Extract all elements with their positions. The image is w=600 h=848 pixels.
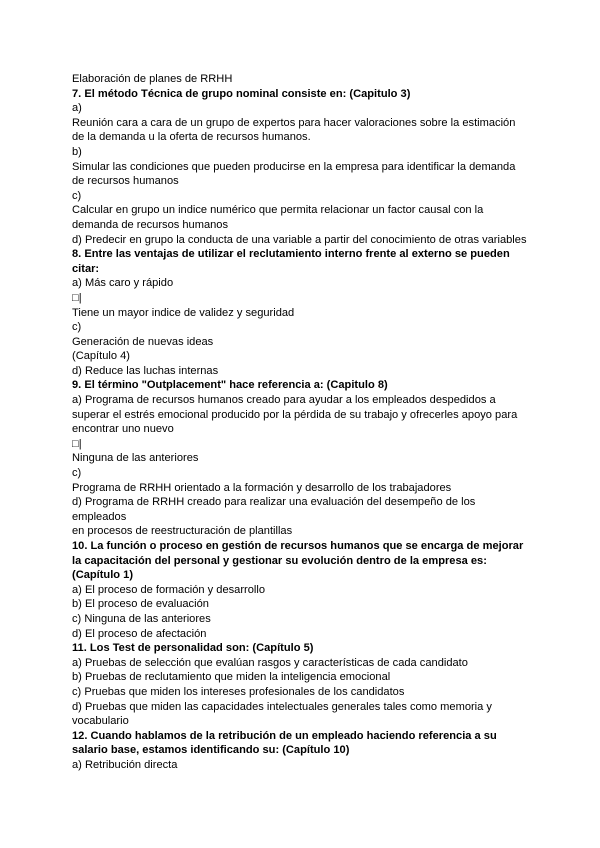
text-line: Tiene un mayor indice de validez y seguridad bbox=[72, 306, 295, 319]
text-line: de la demanda u la oferta de recursos humanos. bbox=[72, 131, 311, 144]
text-line: a) Más caro y rápido bbox=[72, 277, 174, 290]
text-line: a) bbox=[72, 102, 82, 115]
question-line: 12. Cuando hablamos de la retribución de un empleado haciendo referencia a su bbox=[72, 729, 497, 742]
text-line: d) Reduce las luchas internas bbox=[72, 364, 219, 377]
text-line: Ninguna de las anteriores bbox=[72, 452, 199, 465]
question-line: 8. Entre las ventajas de utilizar el reclutamiento interno frente al externo se pueden bbox=[72, 248, 510, 261]
text-line: d) Predecir en grupo la conducta de una variable a partir del conocimiento de otras variables bbox=[72, 233, 527, 246]
text-line: de recursos humanos bbox=[72, 175, 179, 188]
question-line: 10. La función o proceso en gestión de recursos humanos que se encarga de mejorar bbox=[72, 540, 524, 552]
text-line: Calcular en grupo un indice numérico que permita relacionar un factor causal con la bbox=[72, 204, 484, 217]
text-line: Simular las condiciones que pueden producirse en la empresa para identificar la demanda bbox=[72, 160, 516, 173]
text-line: b) El proceso de evaluación bbox=[72, 598, 209, 611]
text-line: b) Pruebas de reclutamiento que miden la inteligencia emocional bbox=[72, 671, 391, 684]
text-line: Reunión cara a cara de un grupo de expertos para hacer valoraciones sobre la estimación bbox=[72, 116, 516, 129]
text-line: a) Pruebas de selección que evalúan rasgos y características de cada candidato bbox=[72, 656, 468, 669]
text-line: d) Programa de RRHH creado para realizar una evaluación del desempeño de los bbox=[72, 496, 476, 509]
text-line: d) Pruebas que miden las capacidades intelectuales generales tales como memoria y bbox=[72, 700, 492, 713]
text-line: (Capítulo 4) bbox=[72, 350, 130, 363]
text-line: b) bbox=[72, 145, 82, 158]
text-line: □| bbox=[72, 291, 82, 304]
text-line: a) Retribución directa bbox=[72, 758, 178, 771]
text-line: a) El proceso de formación y desarrollo bbox=[72, 583, 265, 596]
document-body bbox=[72, 72, 540, 773]
text-line: superar el estrés emocional producido por la pérdida de su trabajo y ofrecerles apoyo para bbox=[72, 408, 518, 421]
text-line: en procesos de reestructuración de plantillas bbox=[72, 525, 293, 538]
text-line: c) Pruebas que miden los intereses profesionales de los candidatos bbox=[72, 685, 405, 698]
question-line: (Capítulo 1) bbox=[72, 569, 134, 582]
text-line: encontrar uno nuevo bbox=[72, 423, 174, 436]
text-line: □| bbox=[72, 437, 82, 450]
question-line: citar: bbox=[72, 262, 100, 275]
text-line: c) bbox=[72, 321, 82, 334]
text-line: c) Ninguna de las anteriores bbox=[72, 612, 211, 625]
text-line: Generación de nuevas ideas bbox=[72, 335, 214, 348]
question-line: 7. El método Técnica de grupo nominal consiste en: (Capitulo 3) bbox=[72, 87, 411, 100]
text-line: demanda de recursos humanos bbox=[72, 218, 229, 231]
text-line: vocabulario bbox=[72, 715, 129, 728]
question-line: 11. Los Test de personalidad son: (Capítulo 5) bbox=[72, 642, 314, 655]
text-line: c) bbox=[72, 467, 82, 480]
text-line: Programa de RRHH orientado a la formación y desarrollo de los trabajadores bbox=[72, 481, 452, 494]
question-line: la capacitación del personal y gestionar su evolución dentro de la empresa es: bbox=[72, 554, 487, 567]
text-line: empleados bbox=[72, 510, 127, 523]
text-line: Elaboración de planes de RRHH bbox=[72, 73, 233, 85]
text-line: a) Programa de recursos humanos creado para ayudar a los empleados despedidos a bbox=[72, 394, 496, 407]
question-line: 9. El término "Outplacement" hace referencia a: (Capitulo 8) bbox=[72, 379, 388, 392]
text-line: c) bbox=[72, 189, 82, 202]
question-line: salario base, estamos identificando su: (Capítulo 10) bbox=[72, 744, 350, 757]
text-line: d) El proceso de afectación bbox=[72, 627, 207, 640]
